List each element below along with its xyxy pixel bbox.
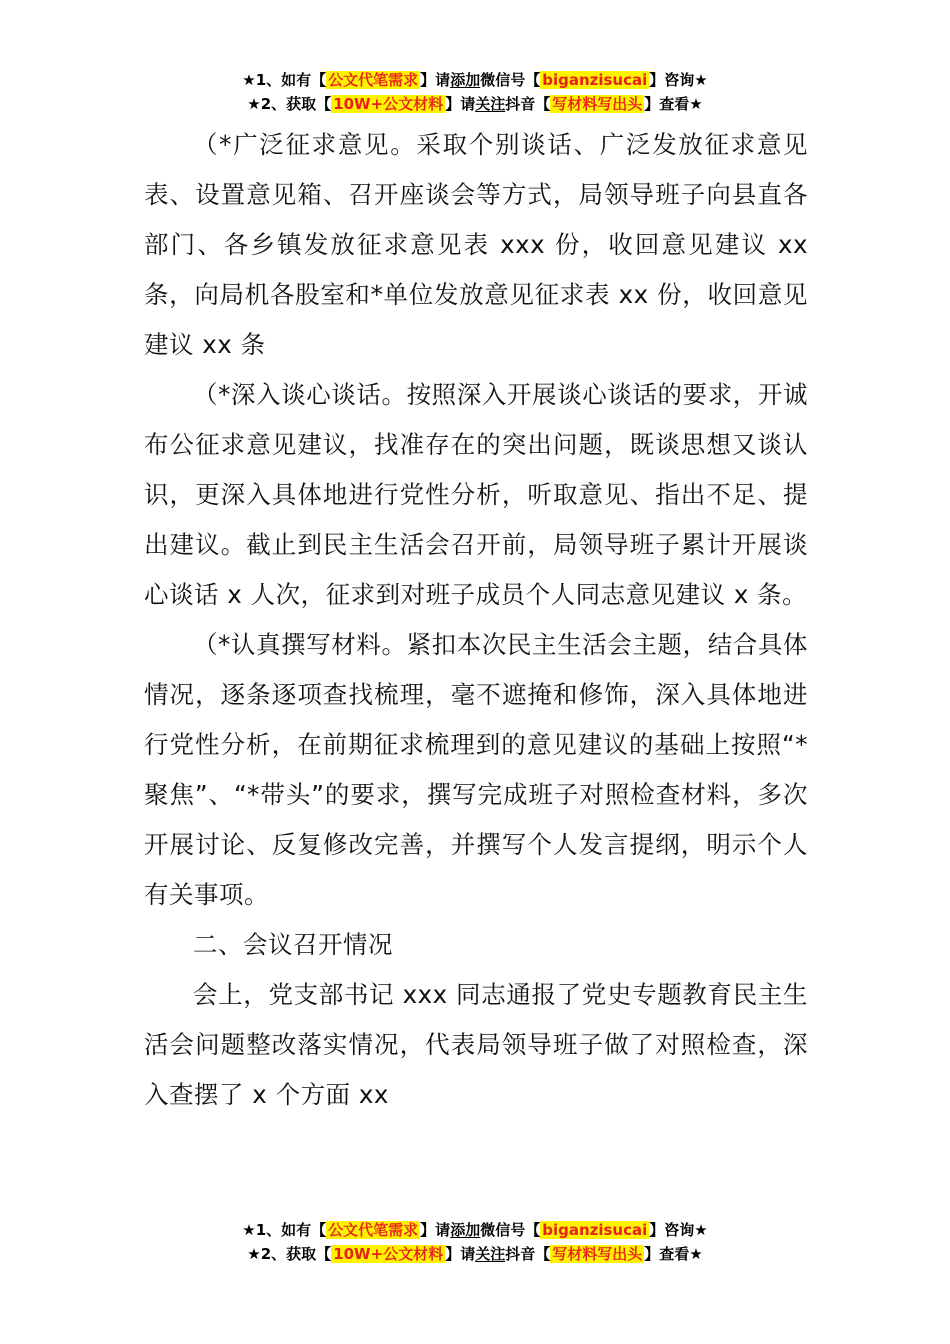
highlight-wechat-id: biganzisucai	[542, 71, 648, 89]
header-banner	[0, 68, 950, 116]
banner-line-1: ★1、如有【 公文代笔需求 】请添加微信号【 biganzisucai 】咨询★	[242, 1221, 708, 1239]
highlight-materials: 10W+公文材料	[333, 1245, 444, 1263]
highlight-service: 公文代笔需求	[328, 71, 419, 89]
paragraph-heart-to-heart-talks: （*深入谈心谈话。按照深入开展谈心谈话的要求，开诚布公征求意见建议，找准存在的突出问题，既谈思想又谈认识，更深入具体地进行党性分析，听取意见、指出不足、提出建议。截止到民主生活会召开前，局领导班子累计开展谈心谈话 x 人次，征求到对班子成员个人同志意见建议 x 条。	[144, 380, 808, 609]
paragraph-solicit-opinions: （*广泛征求意见。采取个别谈话、广泛发放征求意见表、设置意见箱、召开座谈会等方式，局领导班子向县直各部门、各乡镇发放征求意见表 xxx 份，收回意见建议 xx 条，向局机各股室和*单位发放意见征求表 xx 份，收回意见建议 xx 条	[144, 130, 808, 359]
paragraph-write-materials: （*认真撰写材料。紧扣本次民主生活会主题，结合具体情况，逐条逐项查找梳理，毫不遮掩和修饰，深入具体地进行党性分析，在前期征求梳理到的意见建议的基础上按照“*聚焦”、“*带头”的要求，撰写完成班子对照检查材料，多次开展讨论、反复修改完善，并撰写个人发言提纲，明示个人有关事项。	[144, 630, 808, 909]
paragraph-meeting-report: 会上，党支部书记 xxx 同志通报了党史专题教育民主生活会问题整改落实情况，代表局领导班子做了对照检查，深入查摆了 x 个方面 xx	[144, 980, 808, 1109]
highlight-wechat-id: biganzisucai	[542, 1221, 648, 1239]
document-body	[144, 120, 808, 1120]
banner-line-1: ★1、如有【 公文代笔需求 】请添加微信号【 biganzisucai 】咨询★	[242, 71, 708, 89]
section-heading: 二、会议召开情况	[193, 930, 393, 959]
banner-line-2: ★2、获取【 10W+公文材料 】请关注抖音【 写材料写出头 】查看★	[247, 1245, 703, 1263]
highlight-douyin-account: 写材料写出头	[552, 95, 643, 113]
highlight-service: 公文代笔需求	[328, 1221, 419, 1239]
footer-banner	[0, 1218, 950, 1266]
banner-line-2: ★2、获取【 10W+公文材料 】请关注抖音【 写材料写出头 】查看★	[247, 95, 703, 113]
highlight-materials: 10W+公文材料	[333, 95, 444, 113]
highlight-douyin-account: 写材料写出头	[552, 1245, 643, 1263]
